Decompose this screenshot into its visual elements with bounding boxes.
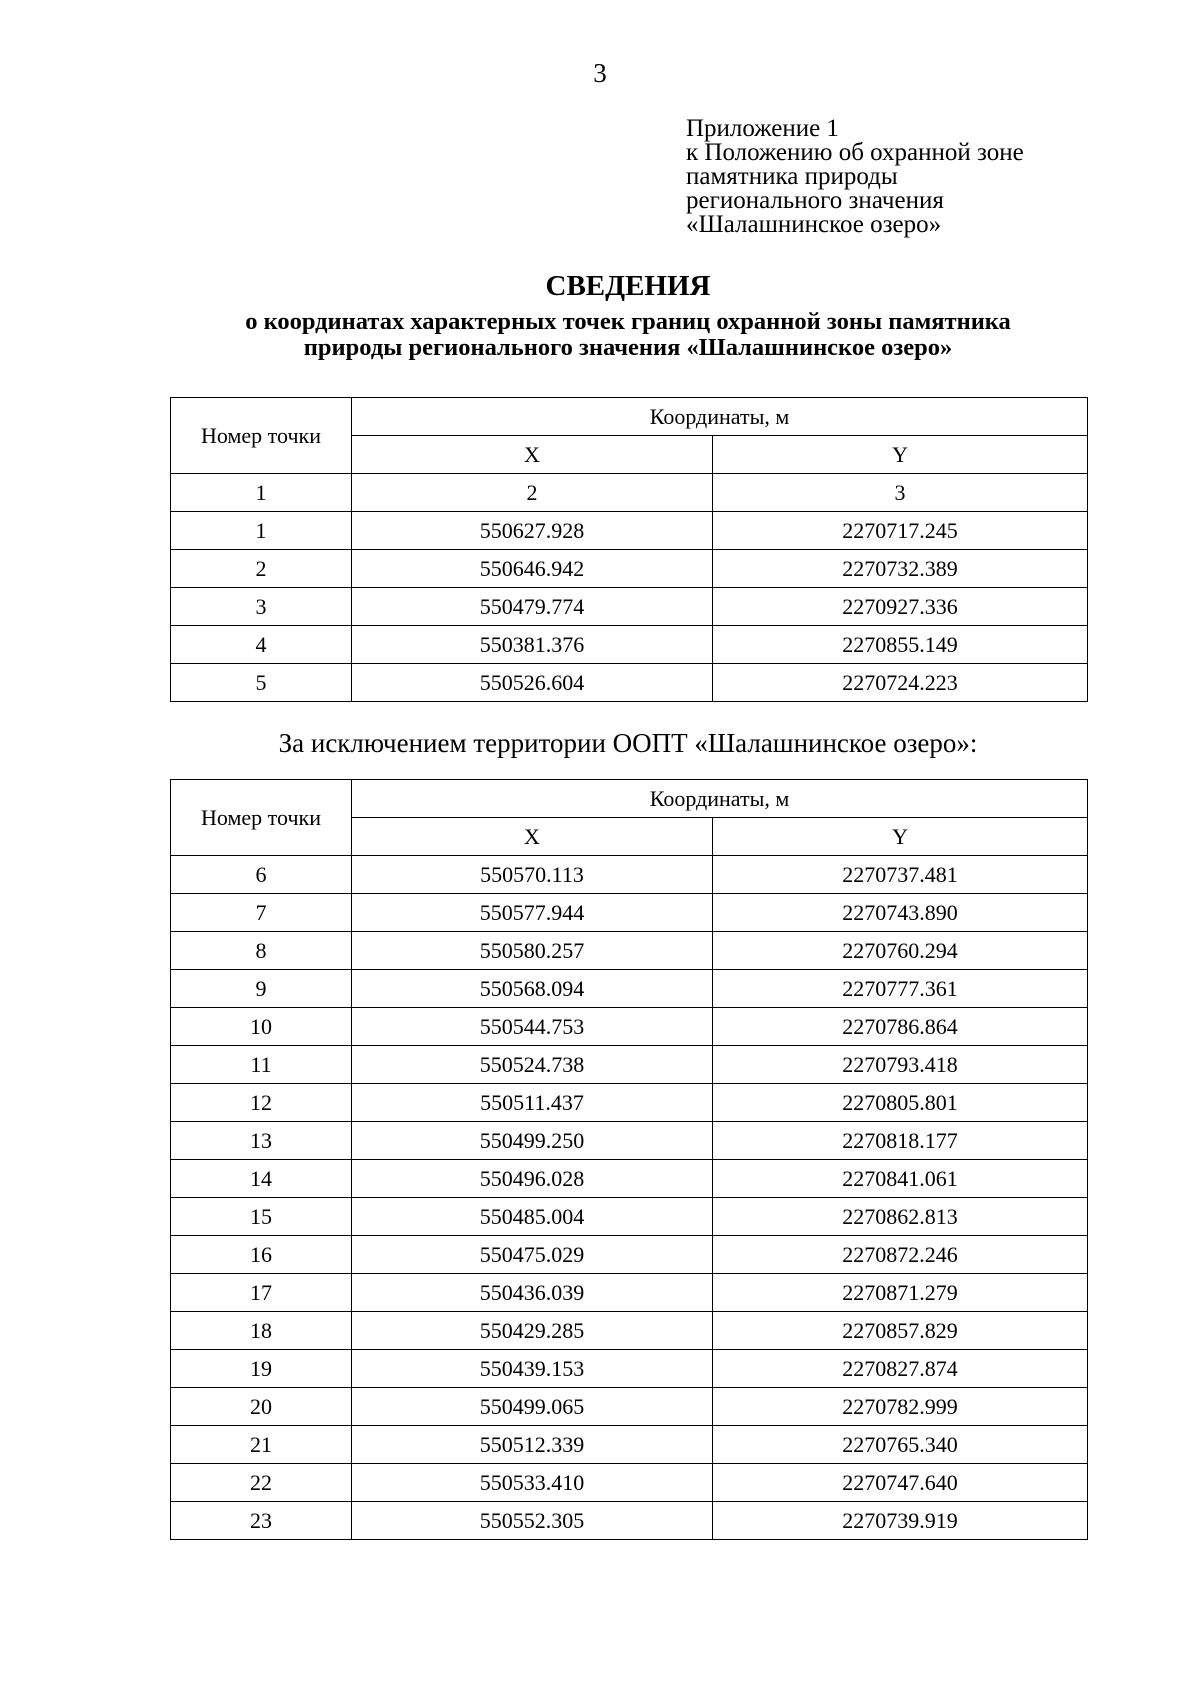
exclusion-note: За исключением территории ООПТ «Шалашнинское озеро»: xyxy=(278,728,978,758)
table-row xyxy=(171,932,1088,970)
cell-y: 2270862.813 xyxy=(713,1198,1088,1236)
cell-point-number: 3 xyxy=(171,588,352,626)
table-row xyxy=(171,1198,1088,1236)
column-number: 1 xyxy=(171,474,352,512)
cell-point-number: 6 xyxy=(171,856,352,894)
appendix-line: регионального значения xyxy=(686,187,944,214)
cell-point-number: 17 xyxy=(171,1274,352,1312)
appendix-line: к Положению об охранной зоне xyxy=(686,139,1024,166)
table-row xyxy=(171,1426,1088,1464)
cell-point-number: 2 xyxy=(171,550,352,588)
cell-x: 550475.029 xyxy=(352,1236,713,1274)
cell-y: 2270724.223 xyxy=(713,664,1088,702)
cell-y: 2270841.061 xyxy=(713,1160,1088,1198)
cell-x: 550533.410 xyxy=(352,1464,713,1502)
cell-point-number: 15 xyxy=(171,1198,352,1236)
cell-x: 550479.774 xyxy=(352,588,713,626)
table-row xyxy=(171,1084,1088,1122)
page-number: 3 xyxy=(593,58,607,88)
header-coordinates: Координаты, м xyxy=(352,780,1088,818)
cell-x: 550436.039 xyxy=(352,1274,713,1312)
cell-x: 550512.339 xyxy=(352,1426,713,1464)
cell-y: 2270827.874 xyxy=(713,1350,1088,1388)
document-title: СВЕДЕНИЯ xyxy=(545,270,711,302)
column-number: 2 xyxy=(352,474,713,512)
cell-y: 2270765.340 xyxy=(713,1426,1088,1464)
cell-x: 550552.305 xyxy=(352,1502,713,1540)
cell-y: 2270732.389 xyxy=(713,550,1088,588)
table-row xyxy=(171,1236,1088,1274)
cell-x: 550570.113 xyxy=(352,856,713,894)
table-row xyxy=(171,588,1088,626)
cell-x: 550429.285 xyxy=(352,1312,713,1350)
cell-x: 550580.257 xyxy=(352,932,713,970)
table-row xyxy=(171,1274,1088,1312)
cell-point-number: 23 xyxy=(171,1502,352,1540)
cell-point-number: 9 xyxy=(171,970,352,1008)
cell-y: 2270717.245 xyxy=(713,512,1088,550)
appendix-line: «Шалашнинское озеро» xyxy=(686,211,942,238)
cell-point-number: 19 xyxy=(171,1350,352,1388)
cell-point-number: 18 xyxy=(171,1312,352,1350)
cell-point-number: 10 xyxy=(171,1008,352,1046)
cell-y: 2270818.177 xyxy=(713,1122,1088,1160)
cell-point-number: 4 xyxy=(171,626,352,664)
cell-y: 2270747.640 xyxy=(713,1464,1088,1502)
table-row xyxy=(171,1046,1088,1084)
table-row xyxy=(171,664,1088,702)
cell-point-number: 22 xyxy=(171,1464,352,1502)
cell-point-number: 21 xyxy=(171,1426,352,1464)
appendix-line: памятника природы xyxy=(686,163,898,190)
cell-y: 2270805.801 xyxy=(713,1084,1088,1122)
column-number: 3 xyxy=(713,474,1088,512)
boundary-points-table xyxy=(170,397,1088,702)
cell-point-number: 7 xyxy=(171,894,352,932)
cell-x: 550627.928 xyxy=(352,512,713,550)
cell-y: 2270793.418 xyxy=(713,1046,1088,1084)
cell-y: 2270743.890 xyxy=(713,894,1088,932)
table-row xyxy=(171,1464,1088,1502)
cell-y: 2270927.336 xyxy=(713,588,1088,626)
header-point-number: Номер точки xyxy=(171,398,352,474)
table-row xyxy=(171,1502,1088,1540)
cell-y: 2270777.361 xyxy=(713,970,1088,1008)
cell-x: 550568.094 xyxy=(352,970,713,1008)
table-row xyxy=(171,1160,1088,1198)
table-row xyxy=(171,1350,1088,1388)
appendix-line: Приложение 1 xyxy=(686,115,839,142)
cell-point-number: 1 xyxy=(171,512,352,550)
cell-y: 2270737.481 xyxy=(713,856,1088,894)
cell-x: 550499.250 xyxy=(352,1122,713,1160)
header-point-number: Номер точки xyxy=(171,780,352,856)
cell-x: 550544.753 xyxy=(352,1008,713,1046)
cell-x: 550511.437 xyxy=(352,1084,713,1122)
cell-point-number: 5 xyxy=(171,664,352,702)
table-row xyxy=(171,1312,1088,1350)
table-row xyxy=(171,970,1088,1008)
cell-point-number: 16 xyxy=(171,1236,352,1274)
cell-point-number: 20 xyxy=(171,1388,352,1426)
table-row xyxy=(171,1008,1088,1046)
table-row xyxy=(171,856,1088,894)
cell-y: 2270782.999 xyxy=(713,1388,1088,1426)
cell-y: 2270871.279 xyxy=(713,1274,1088,1312)
cell-point-number: 12 xyxy=(171,1084,352,1122)
cell-point-number: 11 xyxy=(171,1046,352,1084)
table-row xyxy=(171,550,1088,588)
cell-y: 2270857.829 xyxy=(713,1312,1088,1350)
cell-y: 2270855.149 xyxy=(713,626,1088,664)
cell-y: 2270760.294 xyxy=(713,932,1088,970)
document-subtitle xyxy=(0,309,1200,361)
cell-y: 2270872.246 xyxy=(713,1236,1088,1274)
cell-x: 550439.153 xyxy=(352,1350,713,1388)
table-row xyxy=(171,894,1088,932)
subtitle-line: природы регионального значения «Шалашнинское озеро» xyxy=(303,334,953,361)
cell-x: 550526.604 xyxy=(352,664,713,702)
header-x: X xyxy=(352,436,713,474)
cell-point-number: 8 xyxy=(171,932,352,970)
cell-x: 550485.004 xyxy=(352,1198,713,1236)
header-y: Y xyxy=(713,436,1088,474)
header-x: X xyxy=(352,818,713,856)
cell-x: 550381.376 xyxy=(352,626,713,664)
cell-y: 2270786.864 xyxy=(713,1008,1088,1046)
cell-x: 550646.942 xyxy=(352,550,713,588)
header-coordinates: Координаты, м xyxy=(352,398,1088,436)
excluded-points-table xyxy=(170,779,1088,1540)
appendix-header xyxy=(686,117,1126,237)
cell-y: 2270739.919 xyxy=(713,1502,1088,1540)
cell-x: 550499.065 xyxy=(352,1388,713,1426)
cell-x: 550524.738 xyxy=(352,1046,713,1084)
table-row xyxy=(171,1388,1088,1426)
header-y: Y xyxy=(713,818,1088,856)
cell-x: 550496.028 xyxy=(352,1160,713,1198)
table-row xyxy=(171,512,1088,550)
subtitle-line: о координатах характерных точек границ охранной зоны памятника xyxy=(245,308,1011,335)
table-row xyxy=(171,626,1088,664)
cell-point-number: 13 xyxy=(171,1122,352,1160)
cell-x: 550577.944 xyxy=(352,894,713,932)
table-row xyxy=(171,1122,1088,1160)
cell-point-number: 14 xyxy=(171,1160,352,1198)
